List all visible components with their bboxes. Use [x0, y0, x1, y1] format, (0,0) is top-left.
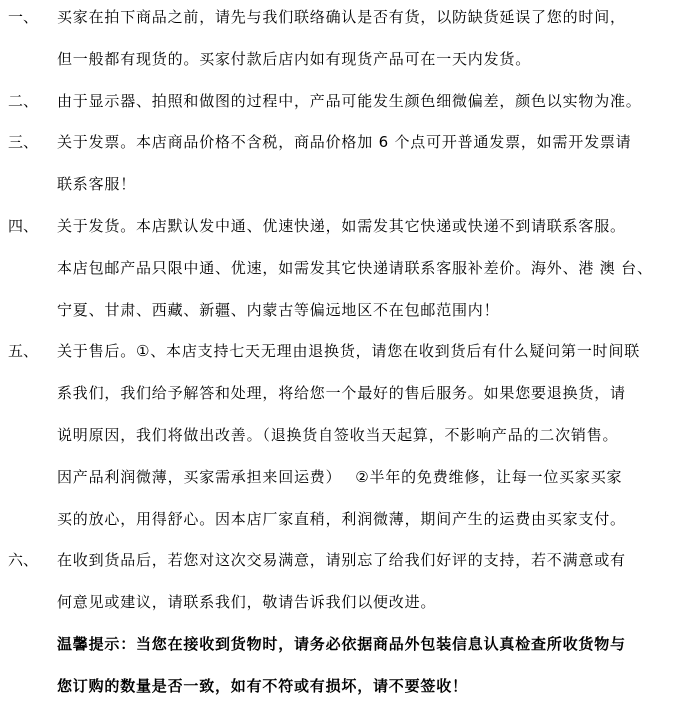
section-number: 三、: [8, 133, 39, 152]
policy-text: 在收到货品后，若您对这次交易满意，请别忘了给我们好评的支持，若不满意或有: [57, 551, 626, 570]
policy-line: [0, 248, 673, 290]
policy-line: [0, 164, 673, 206]
policy-line: [0, 415, 673, 457]
policy-line: [0, 290, 673, 332]
section-number: 一、: [8, 8, 39, 26]
section-number: 五、: [8, 342, 39, 361]
policy-text: 说明原因，我们将做出改善。（退换货自签收当天起算，不影响产品的二次销售。: [57, 425, 619, 444]
policy-text: 因产品利润微薄，买家需承担来回运费） ②半年的免费维修，让每一位买家买家: [57, 467, 623, 486]
policy-line: [0, 81, 673, 123]
policy-line: [0, 39, 673, 81]
policy-line: [0, 582, 673, 624]
policy-line: [0, 540, 673, 582]
tip-line: [0, 666, 673, 708]
policy-line: [0, 373, 673, 415]
policy-text: 何意见或建议，请联系我们，敬请告诉我们以便改进。: [57, 593, 437, 612]
policy-text: 本店包邮产品只限中通、优速，如需发其它快递请联系客服补差价。海外、港 澳 台、: [57, 258, 653, 277]
tip-line: [0, 624, 673, 666]
policy-text: 联系客服！: [57, 175, 137, 194]
policy-line: [0, 206, 673, 248]
section-number: 四、: [8, 216, 39, 235]
policy-text: 买的放心，用得舒心。因本店厂家直稍，利润微薄，期间产生的运费由买家支付。: [57, 509, 626, 528]
policy-text: 关于发货。本店默认发中通、优速快递，如需发其它快递或快递不到请联系客服。: [57, 216, 626, 235]
policy-text: 宁夏、甘肃、西藏、新疆、内蒙古等偏远地区不在包邮范围内！: [57, 300, 500, 319]
policy-line: [0, 499, 673, 541]
policy-line: [0, 0, 673, 39]
section-number: 六、: [8, 551, 39, 570]
tip-text: 您订购的数量是否一致，如有不符或有损坏，请不要签收！: [57, 676, 468, 695]
policy-text: 但一般都有现货的。买家付款后店内如有现货产品可在一天内发货。: [57, 49, 532, 68]
policy-text: 买家在拍下商品之前，请先与我们联络确认是否有货，以防缺货延误了您的时间，: [57, 8, 626, 26]
policy-line: [0, 457, 673, 499]
policy-line: [0, 331, 673, 373]
policy-text: 关于售后。①、本店支持七天无理由退换货，请您在收到货后有什么疑问第一时间联: [57, 342, 641, 361]
policy-text: 由于显示器、拍照和做图的过程中，产品可能发生颜色细微偏差，颜色以实物为准。: [57, 91, 642, 110]
policy-text: 系我们，我们给予解答和处理，将给您一个最好的售后服务。如果您要退换货，请: [57, 384, 626, 403]
section-number: 二、: [8, 91, 39, 110]
tip-text: 温馨提示：当您在接收到货物时，请务必依据商品外包装信息认真检查所收货物与: [57, 634, 626, 653]
policy-text: 关于发票。本店商品价格不含税，商品价格加 6 个点可开普通发票，如需开发票请: [57, 133, 632, 152]
policy-line: [0, 122, 673, 164]
